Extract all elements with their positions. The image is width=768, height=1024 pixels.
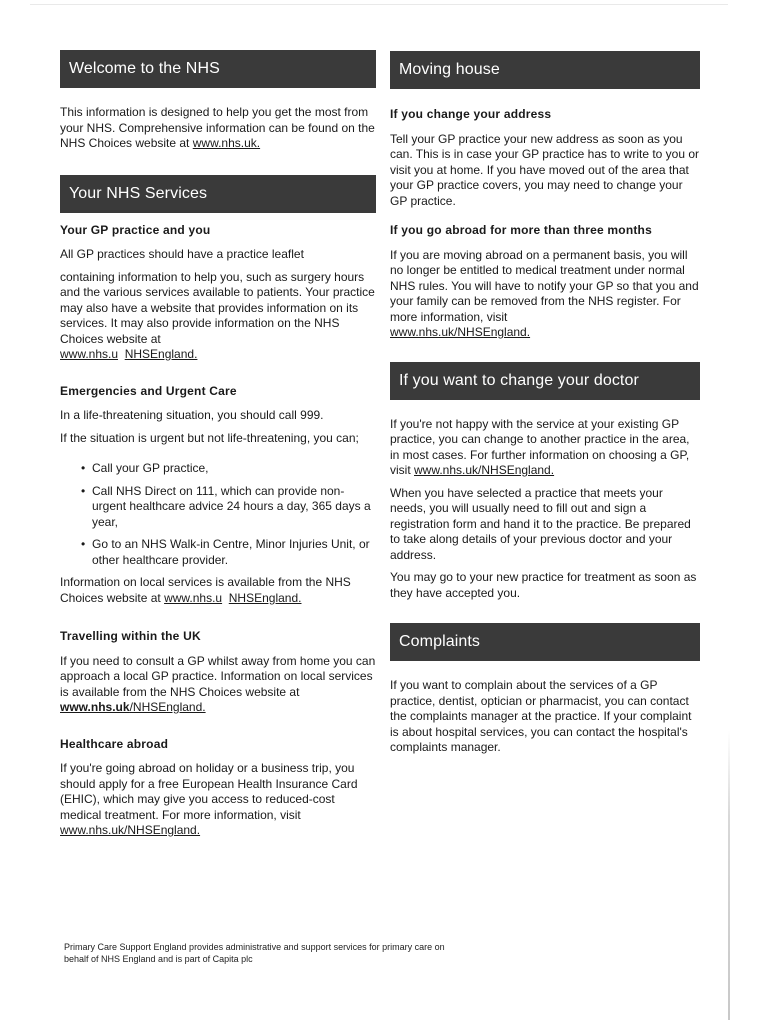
abroad-move-heading: If you go abroad for more than three months xyxy=(390,223,652,237)
complaints-banner: Complaints xyxy=(390,623,700,661)
change-paragraph-2: When you have selected a practice that meets your needs, you will usually need to fill out and sign a registration form and hand it to the practice. Be prepared to take along details of your previous doctor and your address. xyxy=(390,485,691,562)
gp-paragraph-2: containing information to help you, such as surgery hours and the various services available to patients. Your practice may also have a website that provides information on its services. It may also provide information on the NHS Choices website at www.nhs.u NHSEngland. xyxy=(60,269,375,361)
emergency-paragraph-1: In a life-threatening situation, you should call 999. xyxy=(60,408,324,422)
left-column xyxy=(60,50,378,839)
abroad-text: If you're going abroad on holiday or a business trip, you should apply for a free European Health Insurance Card (EHIC), which may give you access to reduced-cost medical treatment. For more information, visit www.nhs.uk/NHSEngland. xyxy=(60,761,358,837)
moving-banner: Moving house xyxy=(390,51,700,89)
nhsengland-link[interactable]: www.nhs.uk/NHSEngland. xyxy=(60,823,201,837)
abroad-heading: Healthcare abroad xyxy=(60,736,169,751)
abroad-move-text: If you are moving abroad on a permanent basis, you will no longer be entitled to medical treatment under normal NHS rules. You will have to notify your GP so that you and your family can be removed from the NHS register. For more information, visit www.nhs.uk/NHSEngland. xyxy=(390,247,699,339)
emergency-list xyxy=(60,461,378,568)
gp-heading: Your GP practice and you xyxy=(60,222,211,237)
welcome-text: This information is designed to help you get the most from your NHS. Comprehensive information can be found on the NHS Choices website at www.nhs.uk. xyxy=(60,105,375,150)
nhs-link[interactable]: www.nhs.u xyxy=(164,590,223,605)
travel-text: If you need to consult a GP whilst away from home you can approach a local GP practice. Information on local services is available from the NHS Choices website at www.nhs.uk/NHSEngland. xyxy=(60,653,376,714)
services-banner: Your NHS Services xyxy=(60,175,376,213)
nhs-link[interactable]: www.nhs.uk. xyxy=(192,136,261,150)
nhsengland-link[interactable]: NHSEngland. xyxy=(228,590,302,605)
gp-paragraph-1: All GP practices should have a practice leaflet xyxy=(60,247,304,261)
nhsengland-link[interactable]: NHSEngland. xyxy=(124,347,198,361)
emergency-heading: Emergencies and Urgent Care xyxy=(60,383,237,398)
change-paragraph-1: If you're not happy with the service at your existing GP practice, you can change to another practice in the area, in most cases. For further information on choosing a GP, visit www.nhs.uk/NHSEngland. xyxy=(390,416,690,477)
right-column xyxy=(390,50,702,756)
nhsengland-link[interactable]: www.nhs.uk/NHSEngland. xyxy=(414,463,555,477)
change-doctor-banner: If you want to change your doctor xyxy=(390,362,700,400)
address-heading: If you change your address xyxy=(390,107,552,121)
welcome-banner: Welcome to the NHS xyxy=(60,50,376,88)
nhsengland-link[interactable]: www.nhs.uk/NHSEngland. xyxy=(60,700,206,714)
paper-edge xyxy=(728,730,730,1020)
address-text: Tell your GP practice your new address as soon as you can. This is in case your GP practice has to write to you or visit you at home. If you have moved out of the area that your GP practice covers, you may need to change your GP practice. xyxy=(390,131,700,208)
travel-heading: Travelling within the UK xyxy=(60,629,201,643)
list-item: • Go to an NHS Walk-in Centre, Minor Injuries Unit, or other healthcare provider. xyxy=(60,537,378,568)
footer-note: Primary Care Support England provides administrative and support services for primary care on behalf of NHS England and is part of Capita plc xyxy=(64,942,445,964)
list-item: • Call NHS Direct on 111, which can provide non- urgent healthcare advice 24 hours a day, 365 days a year, xyxy=(60,484,378,531)
emergency-paragraph-2: If the situation is urgent but not life-threatening, you can; xyxy=(60,430,359,445)
change-paragraph-3: You may go to your new practice for treatment as soon as they have accepted you. xyxy=(390,570,697,600)
emergency-paragraph-3: Information on local services is available from the NHS Choices website at www.nhs.u NHSEngland. xyxy=(60,575,351,605)
nhsengland-link[interactable]: www.nhs.uk/NHSEngland. xyxy=(390,325,531,339)
complaints-text: If you want to complain about the services of a GP practice, dentist, optician or pharmacist, you can contact the complaints manager at the practice. If your complaint is about hospital services, you can contact the hospital's complaints manager. xyxy=(390,678,692,754)
top-edge-line xyxy=(30,4,728,5)
list-item: • Call your GP practice, xyxy=(60,461,378,477)
nhs-link[interactable]: www.nhs.u xyxy=(60,347,119,361)
